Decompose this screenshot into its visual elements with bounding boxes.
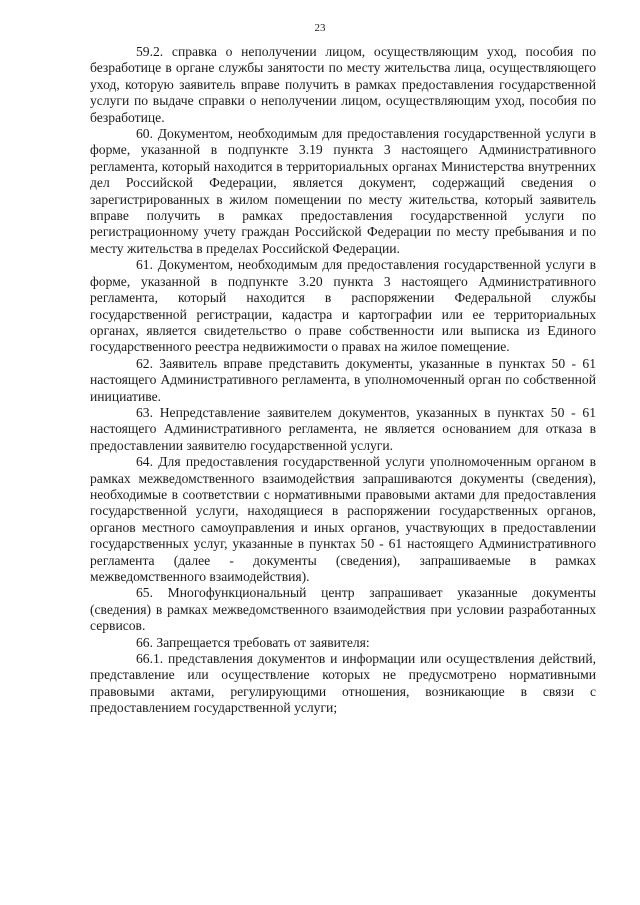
paragraph-66-1: 66.1. представления документов и информации или осуществления действий, представление или осуществление которых не предусмотрено нормативными правовыми актами, регулирующими отношения, возникающие в связи с предоставлением государственной услуги; — [90, 651, 596, 716]
paragraph-65: 65. Многофункциональный центр запрашивает указанные документы (сведения) в рамках межведомственного взаимодействия при условии разработанных сервисов. — [90, 585, 596, 634]
document-body — [90, 44, 596, 717]
paragraph-66: 66. Запрещается требовать от заявителя: — [136, 634, 370, 650]
paragraph-63: 63. Непредставление заявителем документов, указанных в пунктах 50 - 61 настоящего Административного регламента, не является основанием для отказа в предоставлении заявителю государственной услуги. — [90, 404, 596, 453]
paragraph-60: 60. Документом, необходимым для предоставления государственной услуги в форме, указанной в подпункте 3.19 пункта 3 настоящего Административного регламента, который находится в территориальных органах Министерства внутренних дел Российской Федерации, является документ, содержащий сведения о зарегистрированных в жилом помещении по месту жительства, который заявитель вправе получить в рамках предоставления государственной услуги по регистрационному учету граждан Российской Федерации по месту пребывания и по месту жительства в пределах Российской Федерации. — [90, 126, 596, 256]
paragraph-61: 61. Документом, необходимым для предоставления государственной услуги в форме, указанной в подпункте 3.20 пункта 3 настоящего Административного регламента, который находится в распоряжении Федеральной службы государственной регистрации, кадастра и картографии или ее территориальных органах, является свидетельство о праве собственности или выписка из Единого государственного реестра недвижимости о правах на жилое помещение. — [90, 257, 596, 355]
paragraph-64: 64. Для предоставления государственной услуги уполномоченным органом в рамках межведомственного взаимодействия запрашиваются документы (сведения), необходимые в соответствии с нормативными правовыми актами для предоставления государственной услуги, находящиеся в распоряжении государственных органов, органов местного самоуправления и иных органов, участвующих в предоставлении государственных услуг, указанные в пунктах 50 - 61 настоящего Административного регламента (далее - документы (сведения), запрашиваемые в рамках межведомственного взаимодействия). — [90, 454, 596, 584]
paragraph-59-2: 59.2. справка о неполучении лицом, осуществляющим уход, пособия по безработице в органе службы занятости по месту жительства лица, осуществляющего уход, которую заявитель вправе получить в рамках предоставления государственной услуги по выдаче справки о неполучении лицом, осуществляющим уход, пособия по безработице. — [90, 44, 596, 125]
page-number: 23 — [314, 22, 326, 34]
paragraph-62: 62. Заявитель вправе представить документы, указанные в пунктах 50 - 61 настоящего Административного регламента, в уполномоченный орган по собственной инициативе. — [90, 355, 596, 404]
